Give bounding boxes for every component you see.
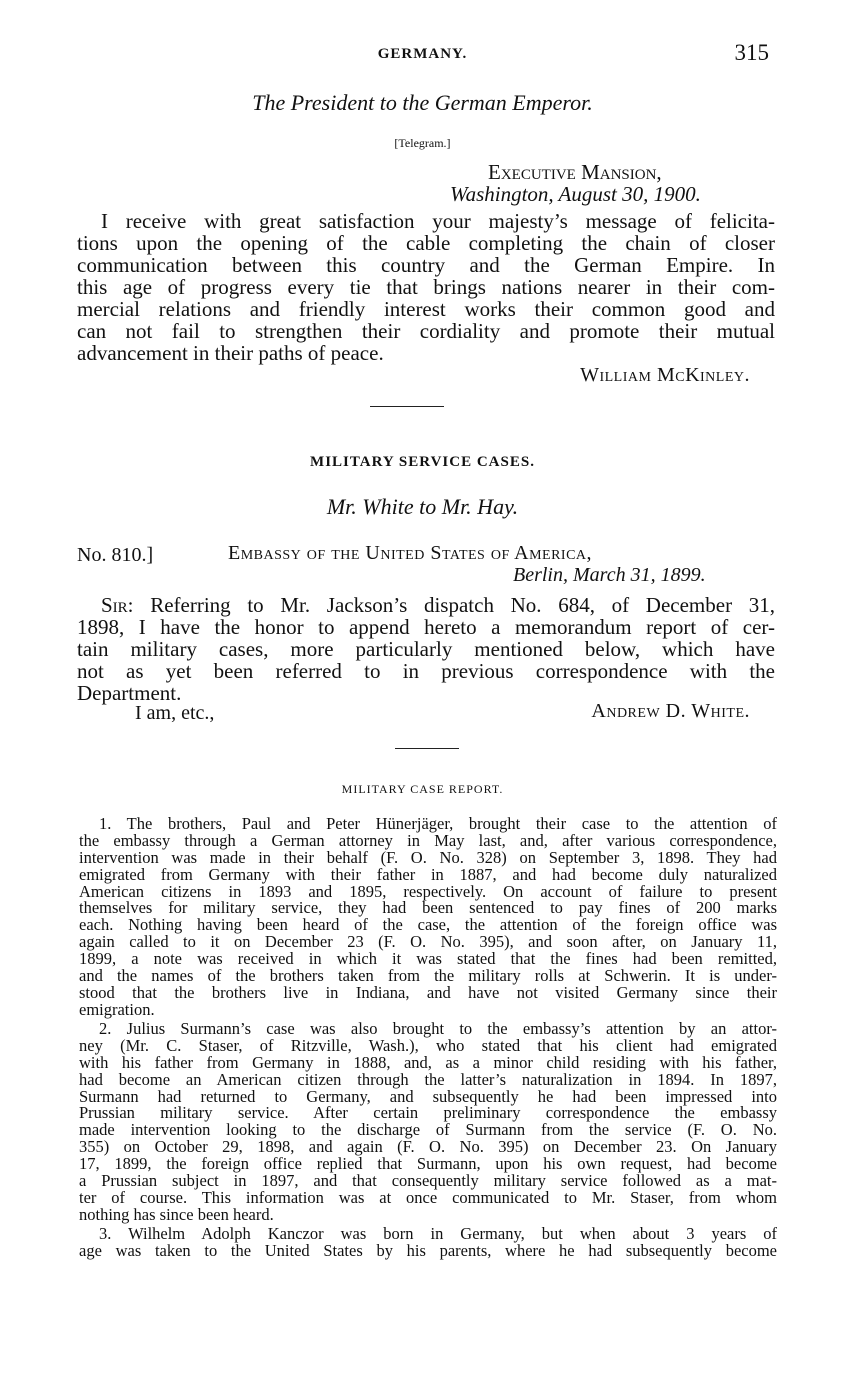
dispatch-number: No. 810.] <box>77 544 154 566</box>
telegram-line: mercial relations and friendly interest works their common good and <box>77 297 775 321</box>
report-line: 1. The brothers, Paul and Peter Hünerjäger, brought their case to the attention of <box>99 814 777 833</box>
report-line: and the names of the brothers taken from the military rolls at Schwerin. It is under- <box>79 966 777 986</box>
report-heading: MILITARY CASE REPORT. <box>341 782 504 796</box>
report-line: Prussian military service. After certain preliminary correspondence the embassy <box>79 1103 777 1123</box>
report-paragraph-3 <box>79 1226 777 1260</box>
letter-signature: Andrew D. White. <box>591 700 750 722</box>
telegram-line: advancement in their paths of peace. <box>77 341 384 365</box>
page-number: 315 <box>734 40 769 65</box>
report-line: nothing has since been heard. <box>79 1204 274 1224</box>
report-line: intervention was made in their behalf (F. O. No. 328) on September 3, 1898. They had <box>79 847 777 867</box>
telegram-line: this age of progress every tie that brings nations nearer in their com- <box>77 275 775 299</box>
section-divider <box>395 748 459 749</box>
telegram-note: [Telegram.] <box>394 136 451 150</box>
letter-closing: I am, etc., <box>135 702 215 724</box>
section-divider <box>370 406 444 407</box>
letter-place: Embassy of the United States of America, <box>228 542 593 564</box>
telegram-line: can not fail to strengthen their cordiality and promote their mutual <box>77 319 775 343</box>
letter-line: tain military cases, more particularly mentioned below, which have <box>77 637 775 661</box>
report-line: themselves for military service, they had been sentenced to pay fines of 200 marks <box>79 898 777 918</box>
report-line: 17, 1899, the foreign office replied that Surmann, upon his own request, had become <box>79 1154 777 1174</box>
telegram-line: I receive with great satisfaction your majesty’s message of felicita- <box>101 209 775 233</box>
report-paragraph-1 <box>79 816 777 1019</box>
report-line: emigration. <box>79 999 155 1019</box>
salutation: Sir: <box>101 593 134 617</box>
telegram-date: Washington, August 30, 1900. <box>450 182 701 206</box>
report-paragraph-2 <box>79 1021 777 1224</box>
report-line: made intervention looking to the discharge of Surmann from the service (F. O. No. <box>79 1120 777 1140</box>
report-line: again called to it on December 23 (F. O. No. 395), and soon after, on January 11, <box>79 932 777 952</box>
report-line: with his father from Germany in 1888, and, as a minor child residing with his father, <box>79 1052 777 1072</box>
letter-subtitle: Mr. White to Mr. Hay. <box>326 494 519 519</box>
telegram-title: The President to the German Emperor. <box>252 90 593 115</box>
report-line: the embassy through a German attorney in May last, and, after various correspondence, <box>79 830 777 850</box>
report-line: ter of course. This information was at once communicated to Mr. Staser, from whom <box>79 1187 777 1207</box>
report-line: age was taken to the United States by his parents, where he had subsequently become <box>79 1240 777 1260</box>
telegram-place: Executive Mansion, <box>488 160 662 184</box>
report-line: ney (Mr. C. Staser, of Ritzville, Wash.), who stated that his client had emigrated <box>79 1035 777 1055</box>
report-line: each. Nothing having been heard of the case, the attention of the foreign office was <box>79 915 777 935</box>
section-heading: MILITARY SERVICE CASES. <box>310 454 535 470</box>
report-line: American citizens in 1893 and 1895, respectively. On account of failure to present <box>79 881 777 901</box>
report-line: Surmann had returned to Germany, and subsequently he had been impressed into <box>79 1086 777 1106</box>
letter-line: not as yet been referred to in previous correspondence with the <box>77 659 775 683</box>
report-line: emigrated from Germany with their father in 1887, and had become duly naturalized <box>79 864 777 884</box>
letter-body <box>77 594 775 704</box>
telegram-body <box>77 210 775 364</box>
letter-line <box>77 594 775 616</box>
telegram-line: tions upon the opening of the cable completing the chain of closer <box>77 231 775 255</box>
running-title: GERMANY. <box>377 46 468 62</box>
letter-date: Berlin, March 31, 1899. <box>513 564 706 586</box>
report-line: 355) on October 29, 1898, and again (F. O. No. 395) on December 23. On January <box>79 1137 777 1157</box>
telegram-line: communication between this country and the German Empire. In <box>77 253 775 277</box>
report-line: 1899, a note was received in which it was stated that the fines had been remitted, <box>79 949 777 969</box>
report-line: 2. Julius Surmann’s case was also brought to the embassy’s attention by an attor- <box>99 1019 777 1038</box>
letter-line: 1898, I have the honor to append hereto a memorandum report of cer- <box>77 615 775 639</box>
letter-line-text: Referring to Mr. Jackson’s dispatch No. 684, of December 31, <box>150 593 776 617</box>
report-line: a Prussian subject in 1897, and that consequently military service followed as a mat- <box>79 1171 777 1191</box>
report-line: 3. Wilhelm Adolph Kanczor was born in Germany, but when about 3 years of <box>99 1224 777 1243</box>
letter-line: Department. <box>77 681 182 705</box>
telegram-signature: William McKinley. <box>580 364 750 386</box>
report-line: had become an American citizen through the latter’s naturalization in 1894. In 1897, <box>79 1069 777 1089</box>
report-line: stood that the brothers live in Indiana, and have not visited Germany since their <box>79 982 777 1002</box>
